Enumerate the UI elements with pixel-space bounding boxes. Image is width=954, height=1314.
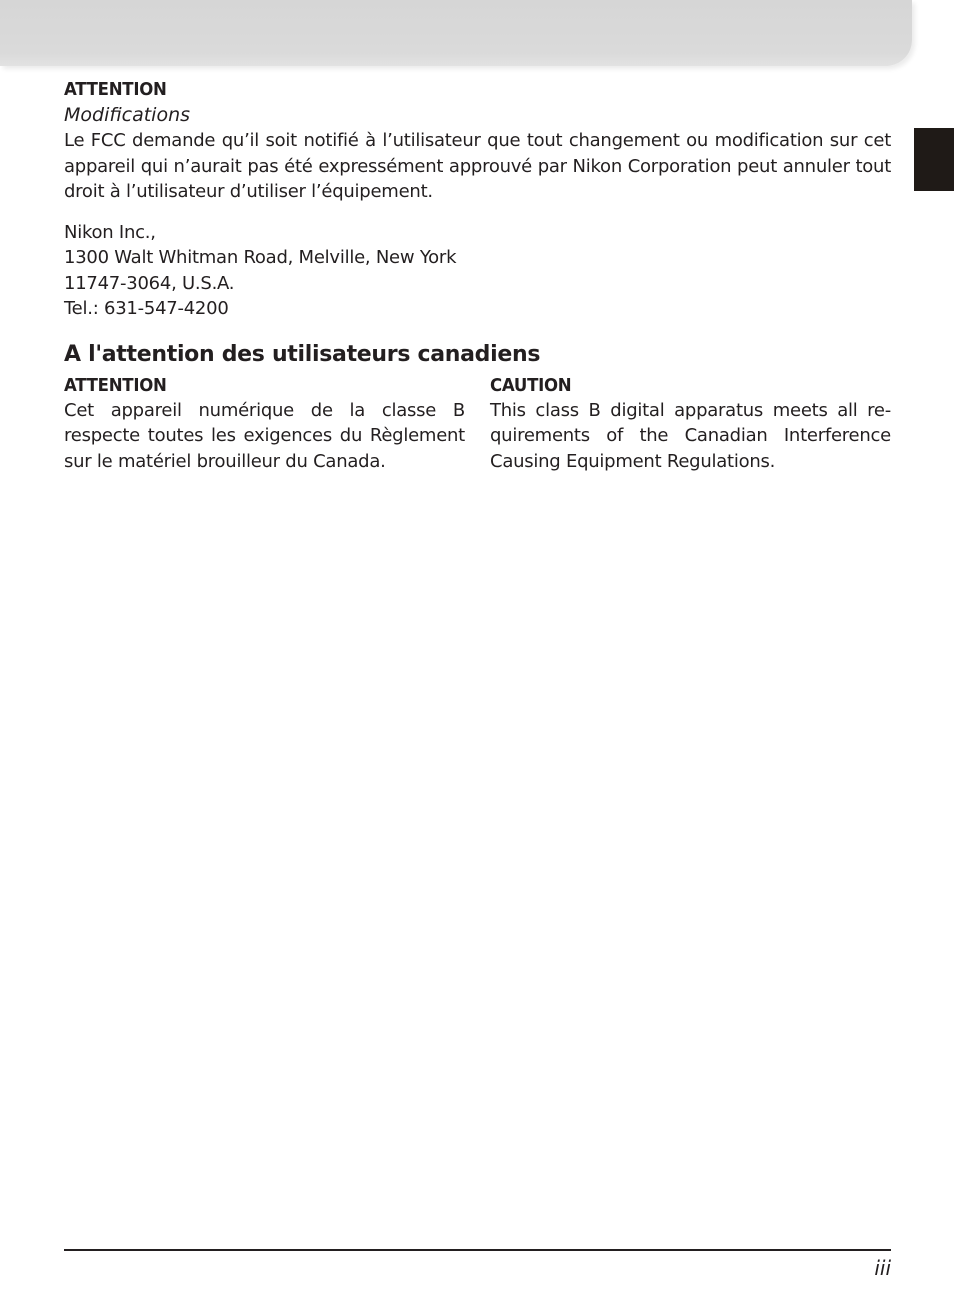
address-line-company: Nikon Inc.,	[64, 221, 156, 243]
canada-english-column	[490, 374, 891, 475]
canada-english-paragraph: This class B digital apparatus meets all re-quirements of the Canadian Interference Causing Equipment Regulations.	[490, 399, 891, 472]
section-tab-marker	[914, 128, 954, 191]
page-content	[64, 78, 891, 474]
canada-french-column	[64, 374, 465, 475]
fcc-modifications-paragraph: Le FCC demande qu’il soit notifié à l’utilisateur que tout changement ou modification sur cet appareil qui n’aurait pas été expressément approuvé par Nikon Corporation peut annuler tout droit à l’utilisateur d’utiliser l’équipement.	[64, 130, 891, 202]
canada-french-paragraph: Cet appareil numérique de la classe B respecte toutes les exigences du Règlement sur le matériel brouilleur du Canada.	[64, 399, 465, 472]
address-line-street: 1300 Walt Whitman Road, Melville, New York	[64, 247, 457, 268]
canada-attention-heading: ATTENTION	[64, 374, 167, 396]
canada-caution-heading: CAUTION	[490, 374, 572, 396]
fcc-attention-heading: ATTENTION	[64, 79, 167, 100]
nikon-address-block	[64, 220, 891, 322]
address-line-phone: Tel.: 631-547-4200	[64, 298, 229, 319]
canada-two-column	[64, 374, 891, 475]
page-number: iii	[874, 1256, 891, 1280]
address-line-zip: 11747-3064, U.S.A.	[64, 272, 235, 294]
header-band	[0, 0, 912, 66]
canada-section-title: A l'attention des utilisateurs canadiens	[64, 341, 541, 367]
footer-rule	[64, 1249, 891, 1251]
fcc-modifications-subheading: Modifications	[64, 104, 191, 126]
